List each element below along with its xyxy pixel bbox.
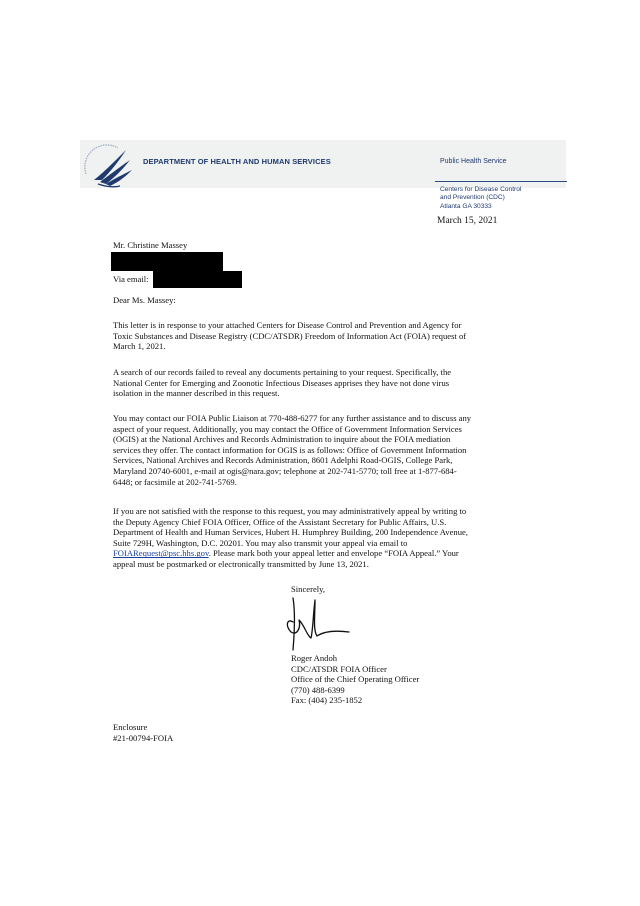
text-line: March 1, 2021. [113, 341, 166, 352]
text-line: Suite 729H, Washington, D.C. 20201. You may also transmit your appeal via email to [113, 537, 408, 548]
text-line: Maryland 20740-6001, e-mail at ogis@nara.gov; telephone at 202-741-5770; toll free at 1-877-684- [113, 465, 457, 476]
signer-line: Fax: (404) 235-1852 [291, 695, 363, 706]
agency-address [440, 186, 521, 211]
agency-line: Centers for Disease Control [440, 186, 522, 193]
signer-line: CDC/ATSDR FOIA Officer [291, 663, 387, 674]
text-line: 6448; or facsimile at 202-741-5769. [113, 476, 237, 487]
text-line: This letter is in response to your attached Centers for Disease Control and Prevention and Agency for [113, 320, 462, 330]
signer-line: Office of the Chief Operating Officer [291, 674, 420, 685]
agency-line: and Prevention (CDC) [440, 194, 505, 202]
paragraph [113, 320, 543, 352]
service-name: Public Health Service [440, 158, 507, 165]
enclosure-note [113, 722, 173, 743]
foia-email-link[interactable]: FOIARequest@psc.hhs.gov [113, 548, 209, 559]
paragraph [113, 367, 543, 399]
signer-line: Roger Andoh [291, 653, 338, 663]
text-line: services they offer. The contact information for OGIS is as follows: Office of Government Information [113, 444, 467, 455]
agency-line: Atlanta GA 30333 [440, 202, 492, 210]
text-line: You may contact our FOIA Public Liaison at 770-488-6277 for any further assistance and to discuss any [113, 413, 472, 423]
text-line: A search of our records failed to reveal any documents pertaining to your request. Specifically, the [113, 367, 452, 377]
signer-block [291, 653, 419, 706]
enclosure-line: #21-00794-FOIA [113, 732, 174, 743]
letter-date: March 15, 2021 [437, 216, 498, 226]
closing: Sincerely, [291, 584, 326, 594]
department-name: DEPARTMENT OF HEALTH AND HUMAN SERVICES [143, 157, 331, 166]
redaction-block [153, 271, 242, 288]
redaction-block [111, 252, 223, 271]
signer-line: (770) 488-6399 [291, 684, 345, 695]
text-line: isolation in the manner described in this request. [113, 388, 280, 399]
text-line: Toxic Substances and Disease Registry (CDC/ATSDR) Freedom of Information Act (FOIA) request of [113, 330, 467, 341]
text-line: If you are not satisfied with the response to this request, you may administratively appeal by writing to [113, 506, 467, 516]
text-line [113, 548, 543, 559]
signature [283, 592, 353, 654]
paragraph [113, 413, 543, 487]
text-line: appeal must be postmarked or electronically transmitted by June 13, 2021. [113, 558, 369, 569]
text-line: Services, National Archives and Records Administration, 8601 Adelphi Road-OGIS, College Park, [113, 455, 453, 466]
text-line: the Deputy Agency Chief FOIA Officer, Office of the Assistant Secretary for Public Affairs, U.S. [113, 516, 447, 527]
salutation: Dear Ms. Massey: [113, 295, 176, 305]
text-line: Department of Health and Human Services, Hubert H. Humphrey Building, 200 Independence Avenue, [113, 527, 468, 538]
hhs-eagle-seal-icon [78, 140, 136, 192]
recipient-name: Mr. Christine Massey [113, 240, 188, 250]
paragraph [113, 506, 543, 570]
text-line: National Center for Emerging and Zoonotic Infectious Diseases apprises they have not done virus [113, 377, 450, 388]
text-span: . Please mark both your appeal letter and envelope “FOIA Appeal.” Your [208, 548, 459, 559]
via-email-label: Via email: [113, 274, 149, 284]
text-line: aspect of your request. Additionally, you may contact the Office of Government Information Services [113, 423, 462, 434]
letterhead-rule [435, 181, 567, 182]
enclosure-line: Enclosure [113, 722, 148, 732]
text-line: (OGIS) at the National Archives and Records Administration to inquire about the FOIA mediation [113, 434, 451, 445]
